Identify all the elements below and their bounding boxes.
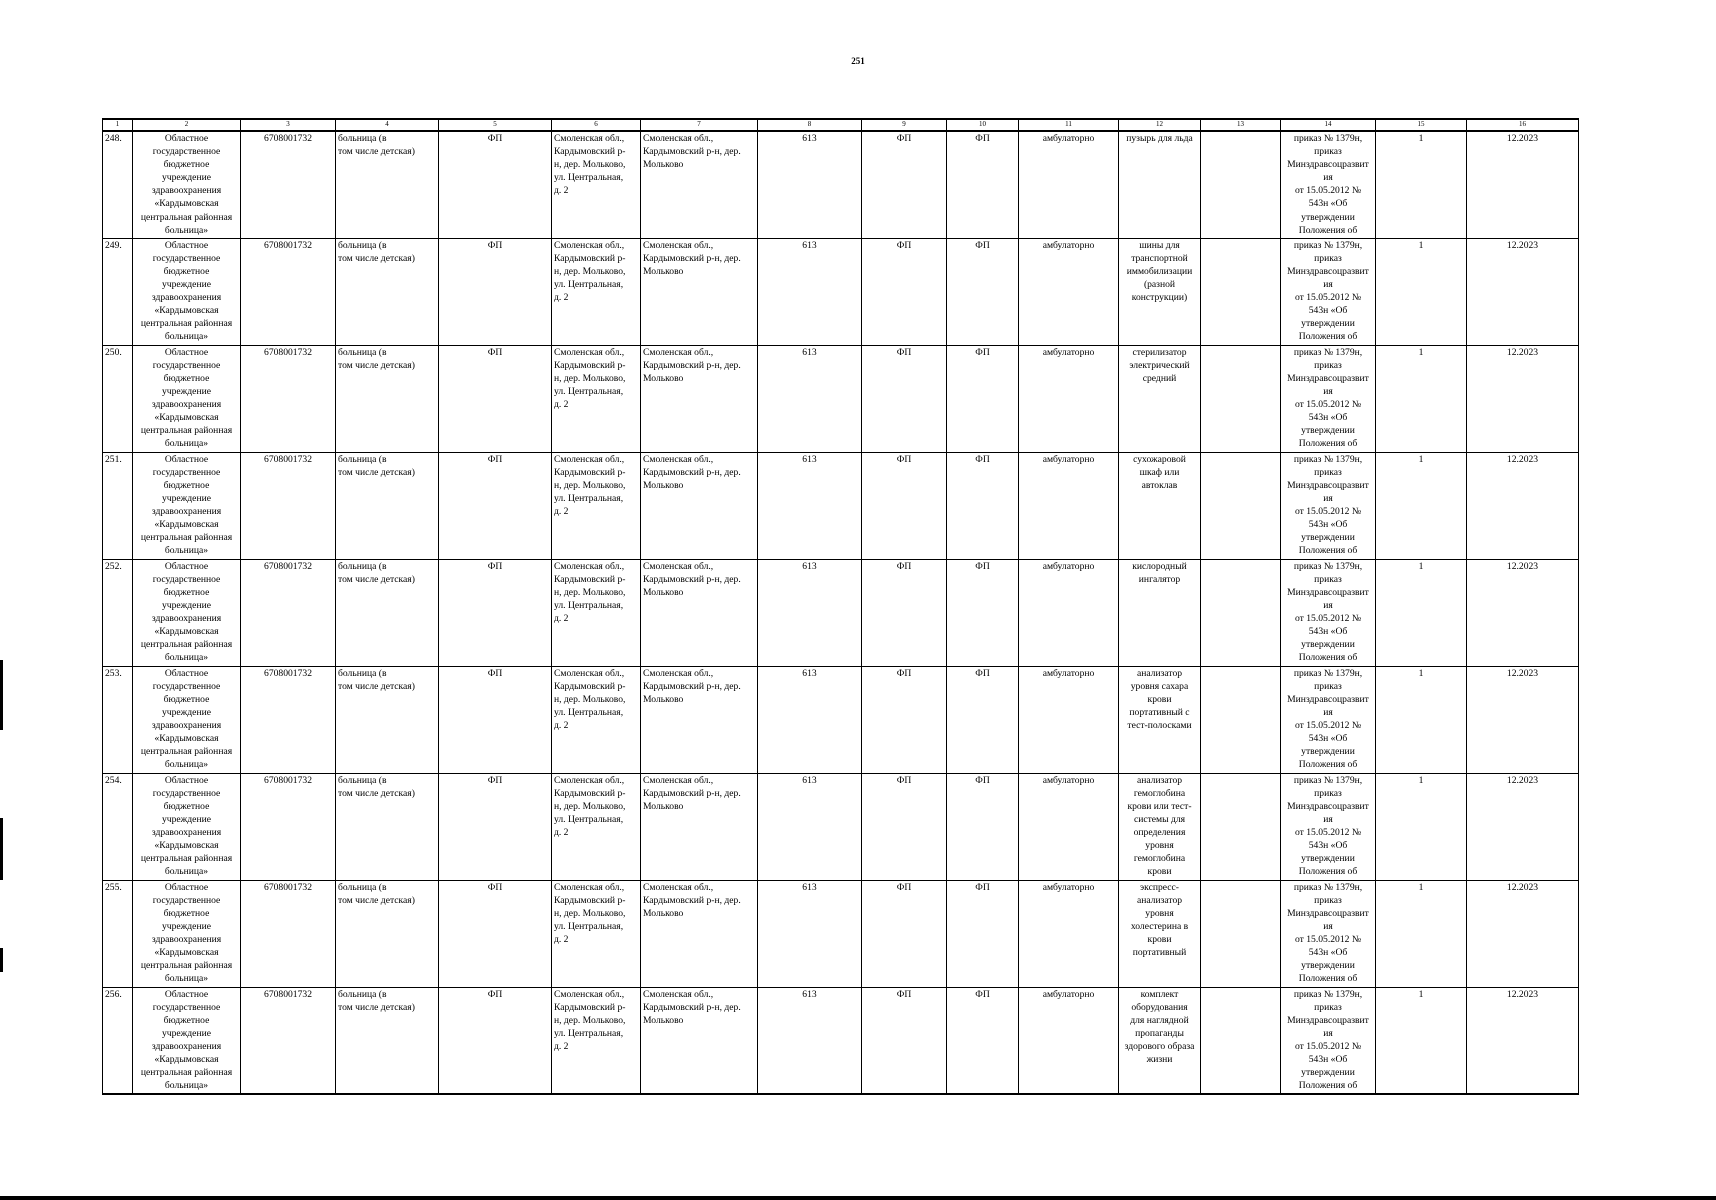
- regulation-cell: приказ № 1379н, приказ Минздравсоцразвит ия от 15.05.2012 № 543н «Об утверждении Положения об: [1281, 345, 1376, 452]
- equipment-cell: пузырь для льда: [1119, 131, 1201, 238]
- column-header: 2: [133, 119, 241, 131]
- empty-cell: [1201, 238, 1281, 345]
- unit-form-cell: ФП: [947, 773, 1019, 880]
- unit-form-cell: ФП: [862, 131, 947, 238]
- quantity-cell: 1: [1376, 452, 1467, 559]
- regulation-cell: приказ № 1379н, приказ Минздравсоцразвит ия от 15.05.2012 № 543н «Об утверждении Положения об: [1281, 452, 1376, 559]
- organization-cell: Областное государственное бюджетное учреждение здравоохранения «Кардымовская центральная районная больница»: [133, 880, 241, 987]
- table-row: [103, 559, 1579, 666]
- unit-form-cell: ФП: [862, 452, 947, 559]
- unit-form-cell: ФП: [862, 666, 947, 773]
- inn-cell: 6708001732: [241, 987, 336, 1094]
- deadline-cell: 12.2023: [1467, 666, 1579, 773]
- unit-form-cell: ФП: [947, 238, 1019, 345]
- care-mode-cell: амбулаторно: [1019, 987, 1119, 1094]
- facility-type-cell: больница (в том числе детская): [336, 238, 439, 345]
- equipment-cell: анализатор уровня сахара крови портативный с тест-полосками: [1119, 666, 1201, 773]
- column-header: 7: [641, 119, 758, 131]
- unit-address-cell: Смоленская обл., Кардымовский р-н, дер. Мольково: [641, 880, 758, 987]
- quantity-cell: 1: [1376, 131, 1467, 238]
- quantity-cell: 1: [1376, 666, 1467, 773]
- unit-address-cell: Смоленская обл., Кардымовский р-н, дер. Мольково: [641, 987, 758, 1094]
- unit-address-cell: Смоленская обл., Кардымовский р-н, дер. Мольково: [641, 238, 758, 345]
- unit-form-cell: ФП: [862, 987, 947, 1094]
- organization-cell: Областное государственное бюджетное учреждение здравоохранения «Кардымовская центральная районная больница»: [133, 773, 241, 880]
- quantity-cell: 1: [1376, 238, 1467, 345]
- code-cell: 613: [758, 345, 862, 452]
- regulation-cell: приказ № 1379н, приказ Минздравсоцразвит ия от 15.05.2012 № 543н «Об утверждении Положения об: [1281, 987, 1376, 1094]
- unit-address-cell: Смоленская обл., Кардымовский р-н, дер. Мольково: [641, 666, 758, 773]
- scan-bottom-edge: [0, 1196, 1716, 1200]
- equipment-cell: анализатор гемоглобина крови или тест- системы для определения уровня гемоглобина крови: [1119, 773, 1201, 880]
- organization-cell: Областное государственное бюджетное учреждение здравоохранения «Кардымовская центральная районная больница»: [133, 987, 241, 1094]
- unit-type-cell: ФП: [439, 559, 552, 666]
- column-number-row: [103, 119, 1579, 131]
- unit-address-cell: Смоленская обл., Кардымовский р-н, дер. Мольково: [641, 345, 758, 452]
- legal-address-cell: Смоленская обл., Кардымовский р- н, дер. Мольково, ул. Центральная, д. 2: [552, 987, 641, 1094]
- organization-cell: Областное государственное бюджетное учреждение здравоохранения «Кардымовская центральная районная больница»: [133, 559, 241, 666]
- unit-address-cell: Смоленская обл., Кардымовский р-н, дер. Мольково: [641, 452, 758, 559]
- organization-cell: Областное государственное бюджетное учреждение здравоохранения «Кардымовская центральная районная больница»: [133, 666, 241, 773]
- unit-type-cell: ФП: [439, 666, 552, 773]
- facility-type-cell: больница (в том числе детская): [336, 987, 439, 1094]
- column-header: 16: [1467, 119, 1579, 131]
- legal-address-cell: Смоленская обл., Кардымовский р- н, дер. Мольково, ул. Центральная, д. 2: [552, 880, 641, 987]
- column-header: 4: [336, 119, 439, 131]
- unit-type-cell: ФП: [439, 238, 552, 345]
- table-body: [103, 131, 1579, 1094]
- care-mode-cell: амбулаторно: [1019, 666, 1119, 773]
- legal-address-cell: Смоленская обл., Кардымовский р- н, дер. Мольково, ул. Центральная, д. 2: [552, 452, 641, 559]
- organization-cell: Областное государственное бюджетное учреждение здравоохранения «Кардымовская центральная районная больница»: [133, 238, 241, 345]
- legal-address-cell: Смоленская обл., Кардымовский р- н, дер. Мольково, ул. Центральная, д. 2: [552, 559, 641, 666]
- unit-form-cell: ФП: [862, 773, 947, 880]
- row-number-cell: 251.: [103, 452, 133, 559]
- empty-cell: [1201, 666, 1281, 773]
- scan-artifact: [0, 660, 3, 730]
- organization-cell: Областное государственное бюджетное учреждение здравоохранения «Кардымовская центральная районная больница»: [133, 131, 241, 238]
- column-header: 6: [552, 119, 641, 131]
- legal-address-cell: Смоленская обл., Кардымовский р- н, дер. Мольково, ул. Центральная, д. 2: [552, 238, 641, 345]
- deadline-cell: 12.2023: [1467, 345, 1579, 452]
- row-number-cell: 248.: [103, 131, 133, 238]
- unit-type-cell: ФП: [439, 773, 552, 880]
- unit-form-cell: ФП: [947, 880, 1019, 987]
- table-row: [103, 452, 1579, 559]
- quantity-cell: 1: [1376, 987, 1467, 1094]
- unit-form-cell: ФП: [947, 559, 1019, 666]
- row-number-cell: 253.: [103, 666, 133, 773]
- unit-form-cell: ФП: [947, 666, 1019, 773]
- column-header: 9: [862, 119, 947, 131]
- row-number-cell: 252.: [103, 559, 133, 666]
- code-cell: 613: [758, 238, 862, 345]
- care-mode-cell: амбулаторно: [1019, 880, 1119, 987]
- code-cell: 613: [758, 987, 862, 1094]
- scan-artifact: [0, 818, 3, 880]
- equipment-cell: кислородный ингалятор: [1119, 559, 1201, 666]
- regulation-cell: приказ № 1379н, приказ Минздравсоцразвит ия от 15.05.2012 № 543н «Об утверждении Положения об: [1281, 238, 1376, 345]
- equipment-cell: экспресс- анализатор уровня холестерина в крови портативный: [1119, 880, 1201, 987]
- unit-type-cell: ФП: [439, 131, 552, 238]
- deadline-cell: 12.2023: [1467, 880, 1579, 987]
- unit-form-cell: ФП: [947, 987, 1019, 1094]
- unit-form-cell: ФП: [862, 345, 947, 452]
- regulation-cell: приказ № 1379н, приказ Минздравсоцразвит ия от 15.05.2012 № 543н «Об утверждении Положения об: [1281, 773, 1376, 880]
- organization-cell: Областное государственное бюджетное учреждение здравоохранения «Кардымовская центральная районная больница»: [133, 345, 241, 452]
- legal-address-cell: Смоленская обл., Кардымовский р- н, дер. Мольково, ул. Центральная, д. 2: [552, 666, 641, 773]
- empty-cell: [1201, 987, 1281, 1094]
- row-number-cell: 254.: [103, 773, 133, 880]
- quantity-cell: 1: [1376, 559, 1467, 666]
- facility-type-cell: больница (в том числе детская): [336, 452, 439, 559]
- legal-address-cell: Смоленская обл., Кардымовский р- н, дер. Мольково, ул. Центральная, д. 2: [552, 773, 641, 880]
- unit-address-cell: Смоленская обл., Кардымовский р-н, дер. Мольково: [641, 773, 758, 880]
- column-header: 10: [947, 119, 1019, 131]
- unit-type-cell: ФП: [439, 452, 552, 559]
- column-header: 13: [1201, 119, 1281, 131]
- deadline-cell: 12.2023: [1467, 987, 1579, 1094]
- facility-type-cell: больница (в том числе детская): [336, 345, 439, 452]
- table-row: [103, 880, 1579, 987]
- quantity-cell: 1: [1376, 880, 1467, 987]
- column-header: 15: [1376, 119, 1467, 131]
- empty-cell: [1201, 345, 1281, 452]
- code-cell: 613: [758, 666, 862, 773]
- regulation-cell: приказ № 1379н, приказ Минздравсоцразвит ия от 15.05.2012 № 543н «Об утверждении Положения об: [1281, 131, 1376, 238]
- inn-cell: 6708001732: [241, 773, 336, 880]
- care-mode-cell: амбулаторно: [1019, 238, 1119, 345]
- facility-type-cell: больница (в том числе детская): [336, 559, 439, 666]
- table-row: [103, 345, 1579, 452]
- column-header: 5: [439, 119, 552, 131]
- unit-form-cell: ФП: [862, 559, 947, 666]
- inn-cell: 6708001732: [241, 559, 336, 666]
- regulation-cell: приказ № 1379н, приказ Минздравсоцразвит ия от 15.05.2012 № 543н «Об утверждении Положения об: [1281, 880, 1376, 987]
- unit-type-cell: ФП: [439, 345, 552, 452]
- unit-form-cell: ФП: [862, 880, 947, 987]
- equipment-cell: комплект оборудования для наглядной пропаганды здорового образа жизни: [1119, 987, 1201, 1094]
- row-number-cell: 255.: [103, 880, 133, 987]
- facility-type-cell: больница (в том числе детская): [336, 131, 439, 238]
- deadline-cell: 12.2023: [1467, 773, 1579, 880]
- column-header: 11: [1019, 119, 1119, 131]
- unit-form-cell: ФП: [947, 452, 1019, 559]
- unit-form-cell: ФП: [862, 238, 947, 345]
- table-row: [103, 773, 1579, 880]
- table-row: [103, 131, 1579, 238]
- unit-address-cell: Смоленская обл., Кардымовский р-н, дер. Мольково: [641, 131, 758, 238]
- column-header: 3: [241, 119, 336, 131]
- column-header: 14: [1281, 119, 1376, 131]
- unit-address-cell: Смоленская обл., Кардымовский р-н, дер. Мольково: [641, 559, 758, 666]
- inn-cell: 6708001732: [241, 131, 336, 238]
- regulation-cell: приказ № 1379н, приказ Минздравсоцразвит ия от 15.05.2012 № 543н «Об утверждении Положения об: [1281, 559, 1376, 666]
- code-cell: 613: [758, 452, 862, 559]
- inn-cell: 6708001732: [241, 452, 336, 559]
- empty-cell: [1201, 773, 1281, 880]
- unit-form-cell: ФП: [947, 131, 1019, 238]
- table-row: [103, 238, 1579, 345]
- care-mode-cell: амбулаторно: [1019, 452, 1119, 559]
- unit-form-cell: ФП: [947, 345, 1019, 452]
- facility-type-cell: больница (в том числе детская): [336, 666, 439, 773]
- organization-cell: Областное государственное бюджетное учреждение здравоохранения «Кардымовская центральная районная больница»: [133, 452, 241, 559]
- row-number-cell: 249.: [103, 238, 133, 345]
- table-row: [103, 987, 1579, 1094]
- deadline-cell: 12.2023: [1467, 559, 1579, 666]
- code-cell: 613: [758, 773, 862, 880]
- inn-cell: 6708001732: [241, 345, 336, 452]
- table-row: [103, 666, 1579, 773]
- code-cell: 613: [758, 880, 862, 987]
- regulation-cell: приказ № 1379н, приказ Минздравсоцразвит ия от 15.05.2012 № 543н «Об утверждении Положения об: [1281, 666, 1376, 773]
- care-mode-cell: амбулаторно: [1019, 345, 1119, 452]
- code-cell: 613: [758, 131, 862, 238]
- empty-cell: [1201, 131, 1281, 238]
- column-header: 12: [1119, 119, 1201, 131]
- inn-cell: 6708001732: [241, 238, 336, 345]
- empty-cell: [1201, 559, 1281, 666]
- empty-cell: [1201, 880, 1281, 987]
- legal-address-cell: Смоленская обл., Кардымовский р- н, дер. Мольково, ул. Центральная, д. 2: [552, 345, 641, 452]
- inn-cell: 6708001732: [241, 880, 336, 987]
- care-mode-cell: амбулаторно: [1019, 131, 1119, 238]
- quantity-cell: 1: [1376, 345, 1467, 452]
- facility-type-cell: больница (в том числе детская): [336, 880, 439, 987]
- empty-cell: [1201, 452, 1281, 559]
- column-header: 8: [758, 119, 862, 131]
- scan-artifact: [0, 948, 3, 972]
- row-number-cell: 256.: [103, 987, 133, 1094]
- code-cell: 613: [758, 559, 862, 666]
- care-mode-cell: амбулаторно: [1019, 559, 1119, 666]
- deadline-cell: 12.2023: [1467, 452, 1579, 559]
- inn-cell: 6708001732: [241, 666, 336, 773]
- equipment-cell: сухожаровой шкаф или автоклав: [1119, 452, 1201, 559]
- column-header: 1: [103, 119, 133, 131]
- quantity-cell: 1: [1376, 773, 1467, 880]
- equipment-cell: шины для транспортной иммобилизации (разной конструкции): [1119, 238, 1201, 345]
- care-mode-cell: амбулаторно: [1019, 773, 1119, 880]
- row-number-cell: 250.: [103, 345, 133, 452]
- facility-type-cell: больница (в том числе детская): [336, 773, 439, 880]
- unit-type-cell: ФП: [439, 880, 552, 987]
- equipment-registry-table: [102, 118, 1579, 1095]
- page-number: 251: [851, 56, 865, 66]
- legal-address-cell: Смоленская обл., Кардымовский р- н, дер. Мольково, ул. Центральная, д. 2: [552, 131, 641, 238]
- equipment-cell: стерилизатор электрический средний: [1119, 345, 1201, 452]
- deadline-cell: 12.2023: [1467, 238, 1579, 345]
- deadline-cell: 12.2023: [1467, 131, 1579, 238]
- unit-type-cell: ФП: [439, 987, 552, 1094]
